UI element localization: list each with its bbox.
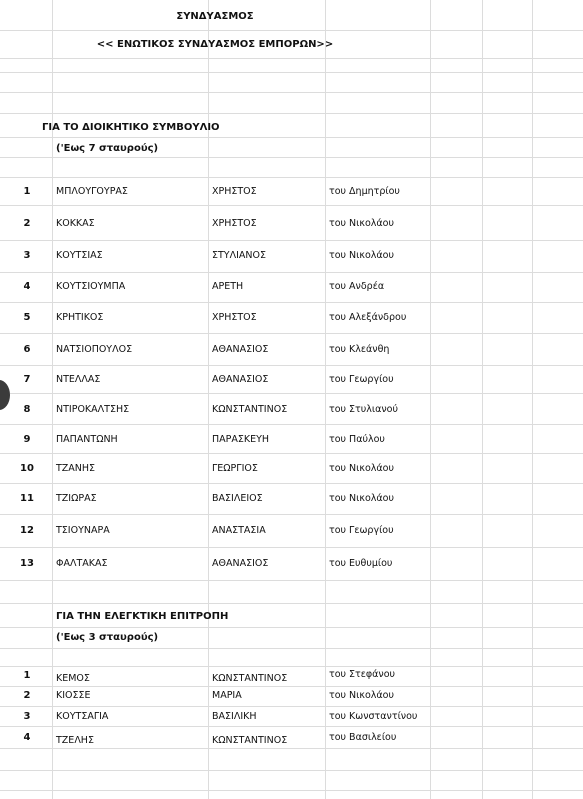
grid-row-line xyxy=(0,748,583,749)
page-title: ΣΥΝΔΥΑΣΜΟΣ xyxy=(176,11,254,22)
firstname-cell: ΑΘΑΝΑΣΙΟΣ xyxy=(212,558,269,569)
surname-cell: ΚΟΥΤΣΙΑΣ xyxy=(56,250,103,261)
firstname-cell: ΑΘΑΝΑΣΙΟΣ xyxy=(212,344,269,355)
grid-row-line xyxy=(0,113,583,114)
page-subtitle: << ΕΝΩΤΙΚΟΣ ΣΥΝΔΥΑΣΜΟΣ ΕΜΠΟΡΩΝ>> xyxy=(96,39,334,50)
surname-cell: ΦΑΛΤΑΚΑΣ xyxy=(56,558,108,569)
surname-cell: ΤΖΕΛΗΣ xyxy=(56,735,94,746)
fathername-cell: του Κωνσταντίνου xyxy=(329,711,418,722)
grid-row-line xyxy=(0,365,583,366)
grid-col-line xyxy=(482,0,483,799)
row-number: 9 xyxy=(23,434,31,445)
grid-row-line xyxy=(0,547,583,548)
grid-row-line xyxy=(0,666,583,667)
row-number: 8 xyxy=(23,404,31,415)
firstname-cell: ΧΡΗΣΤΟΣ xyxy=(212,312,257,323)
firstname-cell: ΧΡΗΣΤΟΣ xyxy=(212,186,257,197)
row-number: 7 xyxy=(23,374,31,385)
row-number: 1 xyxy=(23,186,31,197)
grid-row-line xyxy=(0,514,583,515)
surname-cell: ΜΠΛΟΥΓΟΥΡΑΣ xyxy=(56,186,128,197)
firstname-cell: ΧΡΗΣΤΟΣ xyxy=(212,218,257,229)
fathername-cell: του Στυλιανού xyxy=(329,404,398,415)
firstname-cell: ΓΕΩΡΓΙΟΣ xyxy=(212,463,258,474)
fathername-cell: του Στεφάνου xyxy=(329,669,396,680)
section-heading-board: ΓΙΑ ΤΟ ΔΙΟΙΚΗΤΙΚΟ ΣΥΜΒΟΥΛΙΟ xyxy=(42,122,220,133)
row-number: 10 xyxy=(20,463,34,474)
section-heading-audit: ΓΙΑ ΤΗΝ ΕΛΕΓΚΤΙΚΗ ΕΠΙΤΡΟΠΗ xyxy=(56,611,229,622)
grid-row-line xyxy=(0,770,583,771)
fathername-cell: του Γεωργίου xyxy=(329,525,394,536)
fathername-cell: του Γεωργίου xyxy=(329,374,394,385)
grid-row-line xyxy=(0,205,583,206)
firstname-cell: ΣΤΥΛΙΑΝΟΣ xyxy=(212,250,266,261)
firstname-cell: ΒΑΣΙΛΕΙΟΣ xyxy=(212,493,263,504)
section-limit-audit: ('Εως 3 σταυρούς) xyxy=(56,632,159,643)
fathername-cell: του Παύλου xyxy=(329,434,385,445)
grid-row-line xyxy=(0,272,583,273)
surname-cell: ΤΖΑΝΗΣ xyxy=(56,463,96,474)
row-number: 2 xyxy=(23,218,31,229)
firstname-cell: ΑΘΑΝΑΣΙΟΣ xyxy=(212,374,269,385)
fathername-cell: του Νικολάου xyxy=(329,218,394,229)
row-number: 11 xyxy=(20,493,34,504)
fathername-cell: του Ανδρέα xyxy=(329,281,385,292)
grid-row-line xyxy=(0,483,583,484)
grid-col-line xyxy=(325,0,326,799)
grid-row-line xyxy=(0,393,583,394)
grid-row-line xyxy=(0,333,583,334)
grid-row-line xyxy=(0,424,583,425)
grid-row-line xyxy=(0,177,583,178)
grid-row-line xyxy=(0,627,583,628)
grid-row-line xyxy=(0,58,583,59)
firstname-cell: ΒΑΣΙΛΙΚΗ xyxy=(212,711,257,722)
fathername-cell: του Κλεάνθη xyxy=(329,344,390,355)
row-number: 13 xyxy=(20,558,34,569)
row-number: 5 xyxy=(23,312,31,323)
grid-row-line xyxy=(0,240,583,241)
fathername-cell: του Νικολάου xyxy=(329,250,394,261)
surname-cell: ΝΑΤΣΙΟΠΟΥΛΟΣ xyxy=(56,344,133,355)
grid-row-line xyxy=(0,648,583,649)
surname-cell: ΚΡΗΤΙΚΟΣ xyxy=(56,312,104,323)
fathername-cell: του Βασιλείου xyxy=(329,732,397,743)
grid-row-line xyxy=(0,137,583,138)
grid-col-line xyxy=(430,0,431,799)
grid-row-line xyxy=(0,30,583,31)
grid-row-line xyxy=(0,706,583,707)
firstname-cell: ΚΩΝΣΤΑΝΤΙΝΟΣ xyxy=(212,404,288,415)
surname-cell: ΚΟΥΤΣΙΟΥΜΠΑ xyxy=(56,281,126,292)
row-number: 1 xyxy=(23,670,31,681)
grid-row-line xyxy=(0,726,583,727)
grid-row-line xyxy=(0,72,583,73)
surname-cell: ΚΟΚΚΑΣ xyxy=(56,218,95,229)
firstname-cell: ΜΑΡΙΑ xyxy=(212,690,242,701)
surname-cell: ΤΣΙΟΥΝΑΡΑ xyxy=(56,525,110,536)
row-number: 4 xyxy=(23,732,31,743)
fathername-cell: του Δημητρίου xyxy=(329,186,400,197)
surname-cell: ΚΕΜΟΣ xyxy=(56,673,90,684)
grid-row-line xyxy=(0,790,583,791)
fathername-cell: του Αλεξάνδρου xyxy=(329,312,407,323)
surname-cell: ΝΤΕΛΛΑΣ xyxy=(56,374,101,385)
grid-col-line xyxy=(52,0,53,799)
firstname-cell: ΠΑΡΑΣΚΕΥΗ xyxy=(212,434,270,445)
grid-col-line xyxy=(532,0,533,799)
firstname-cell: ΚΩΝΣΤΑΝΤΙΝΟΣ xyxy=(212,673,288,684)
surname-cell: ΚΟΥΤΣΑΓΙΑ xyxy=(56,711,109,722)
grid-row-line xyxy=(0,92,583,93)
grid-col-line xyxy=(208,0,209,799)
section-limit-board: ('Εως 7 σταυρούς) xyxy=(56,143,159,154)
row-number: 3 xyxy=(23,250,31,261)
firstname-cell: ΑΡΕΤΗ xyxy=(212,281,244,292)
fathername-cell: του Νικολάου xyxy=(329,690,394,701)
surname-cell: ΠΑΠΑΝΤΩΝΗ xyxy=(56,434,118,445)
surname-cell: ΤΖΙΩΡΑΣ xyxy=(56,493,97,504)
row-number: 4 xyxy=(23,281,31,292)
fathername-cell: του Νικολάου xyxy=(329,493,394,504)
row-number: 6 xyxy=(23,344,31,355)
firstname-cell: ΚΩΝΣΤΑΝΤΙΝΟΣ xyxy=(212,735,288,746)
grid-row-line xyxy=(0,580,583,581)
row-number: 2 xyxy=(23,690,31,701)
row-number: 12 xyxy=(20,525,34,536)
grid-row-line xyxy=(0,453,583,454)
grid-row-line xyxy=(0,686,583,687)
fathername-cell: του Νικολάου xyxy=(329,463,394,474)
firstname-cell: ΑΝΑΣΤΑΣΙΑ xyxy=(212,525,266,536)
surname-cell: ΝΤΙΡΟΚΑΛΤΣΗΣ xyxy=(56,404,130,415)
surname-cell: ΚΙΟΣΣΕ xyxy=(56,690,91,701)
fathername-cell: του Ευθυμίου xyxy=(329,558,393,569)
grid-row-line xyxy=(0,157,583,158)
grid-row-line xyxy=(0,302,583,303)
row-number: 3 xyxy=(23,711,31,722)
grid-row-line xyxy=(0,603,583,604)
